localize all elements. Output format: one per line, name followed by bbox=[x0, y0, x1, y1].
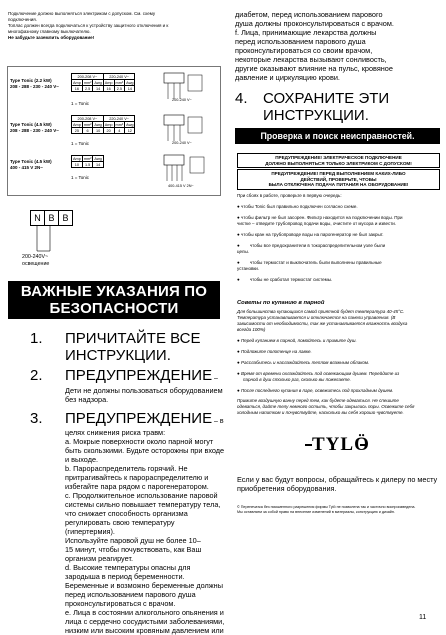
troubleshooting-header: Проверка и поиск неисправностей. bbox=[235, 128, 440, 144]
terminal-block bbox=[30, 210, 73, 226]
terminal-b1: B bbox=[45, 210, 59, 226]
voltage-3: 400-415 V 2N~ bbox=[168, 184, 194, 188]
item-2-title: ПРЕДУПРЕЖДЕНИЕ – bbox=[65, 367, 218, 384]
medical-continued: диабетом, перед использованием парового душа должны проконсультироваться с врачом. f. Лица, принимающие лекарства должны перед использованием парового душа проконсультироваться со своим врачом, некоторые лекарства вызывают сонливость, другие оказывают влияние на пульс, кровяное давление и циркуляцию крови. bbox=[235, 10, 394, 82]
tips-bullets: ● Перед купанием в парной, помойтесь и примите душ. ● Подложите полотенце на лавке. ● Расслабьтесь и наслаждайтесь теплом влажным облаком. ● Время от времени охлаждайтесь под освежающим душем. Перейдите из парной в душ столько раз, сколько вы пожелаете. ● После последнего купания в паре, освежитесь под прохладным душем. bbox=[237, 338, 400, 393]
legend-1: 1 = Tonic bbox=[71, 101, 90, 106]
legend-2: 1 = Tonic bbox=[71, 141, 90, 146]
item-3-number: 3. bbox=[30, 410, 43, 427]
terminal-b2: B bbox=[59, 210, 73, 226]
check-list bbox=[237, 204, 442, 283]
copyright-note: © Перепечатка без письменного разрешения фирмы Tylö не позволена так и частично воспроизведена. Мы оставляем за собой право на внесение изменений в материалы, конструкцию и дизайн. bbox=[237, 505, 416, 514]
item-2-text: Дети не должны пользоваться оборудованием без надзора. bbox=[65, 386, 223, 404]
check-item: ● чтобы все предохранители в токораспределительном узле были целы. bbox=[237, 243, 386, 254]
item-2-number: 2. bbox=[30, 367, 43, 384]
voltage-1: 200-240 V~ bbox=[172, 98, 192, 102]
tips-title: Советы по купанию в парной bbox=[237, 300, 325, 306]
item-1-text: ПРИЧИТАЙТЕ ВСЕ ИНСТРУКЦИИ. bbox=[65, 330, 201, 364]
wiring-diagram bbox=[7, 66, 221, 196]
terminal-wires bbox=[30, 225, 72, 255]
model-3-label: Type Tonic (4.5 kW) 400 - 415 V 2N~ bbox=[10, 159, 52, 170]
check-item: ● чтобы не сработал термостат системы. bbox=[237, 277, 333, 282]
lighting-caption: 200-240V~ освещение bbox=[22, 254, 50, 267]
check-item: ● чтобы фильтр не был засорен. Фильтр находится на подключении воды. При чистке – отведите трубопровод подачи воды, очистите от мусора и извести. bbox=[237, 215, 403, 226]
tips-intro: Для большинства купающихся самой приятной будет температура 40-45°С. Температура устанавливается и отключается на панели управления. (В зависимости от необходимости, так же устанавливается влажность воздуха всегда 100%) bbox=[237, 309, 408, 332]
check-item: ● чтобы кран на трубопроводе воды на парогенератор не был закрыт. bbox=[237, 232, 384, 237]
page-number: 11 bbox=[419, 614, 427, 621]
wiring-table-3: Amp mm² Awg 10 1.5 14 bbox=[73, 156, 102, 167]
item-4-text: СОХРАНИТЕ ЭТИ ИНСТРУКЦИИ. bbox=[263, 90, 390, 124]
check-item: ● чтобы термостат и выключатель были выполнены правильные установки. bbox=[237, 260, 382, 271]
schematic-3 bbox=[148, 151, 218, 187]
legend-3: 1 = Tonic bbox=[71, 175, 90, 180]
intro-text: Подключение должно выполняться электриком с допуском. См. схему подключения. Топлас должен всегда подключаться к устройству защитного отключения и к многофазному главному выключателю. Не забудьте заземлить оборудование! bbox=[8, 11, 169, 40]
item-4-number: 4. bbox=[235, 90, 248, 107]
voltage-2: 200-240 V~ bbox=[172, 141, 192, 145]
model-2-label: Type Tonic (4.5 kW) 208 - 288 - 230 - 240 V~ bbox=[10, 122, 59, 133]
warning-power-off: ПРЕДУПРЕЖДЕНИЕ! ПЕРЕД ВЫПОЛНЕНИЕМ КАКИХ-ЛИБО ДЕЙСТВИЙ, ПРОВЕРЬТЕ, ЧТОБЫ БЫЛА ОТКЛЮЧЕНА ПОДАЧА ПИТАНИЯ НА ОБОРУДОВАНИЕ! bbox=[237, 169, 440, 190]
safety-header: ВАЖНЫЕ УКАЗАНИЯ ПО БЕЗОПАСНОСТИ bbox=[8, 281, 220, 319]
tylo-logo: TYLÖ bbox=[305, 432, 367, 458]
wiring-table-2: 200-208 V~ 220-240 V~ Amp mm² Awg Amp mm² Awg 25 6 10 20 4 12 bbox=[73, 116, 134, 133]
model-1-label: Type Tonic (2.2 kW) 208 - 288 - 230 - 240 V~ bbox=[10, 78, 59, 89]
warning-electric: ПРЕДУПРЕЖДЕНИЕ! ЭЛЕКТРИЧЕСКОЕ ПОДКЛЮЧЕНИЕ ДОЛЖНО ВЫПОЛНЯТЬСЯ ТОЛЬКО ЭЛЕКТРИКОМ С ДОПУСКОМ! bbox=[237, 153, 440, 168]
contact-text: Если у вас будут вопросы, обращайтесь к дилеру по месту приобретения оборудования. bbox=[237, 475, 438, 493]
check-intro: При сбоях в работе, проверьте в первую очередь: bbox=[237, 193, 342, 198]
wiring-table-1: 200-208 V~ 220-240 V~ Amp mm² Awg Amp mm² Awg 16 2.5 14 16 2.5 14 bbox=[73, 74, 134, 91]
item-3-title: ПРЕДУПРЕЖДЕНИЕ – в bbox=[65, 410, 224, 427]
item-1-number: 1. bbox=[30, 330, 43, 347]
item-3-text: целях снижения риска травм: а. Мокрые поверхности около парной могут быть скользкими. Будьте осторожны при входе и выходе. b. Парораспределитель горячий. Не притрагивайтесь к парораспределителю и избегайте пара рядом с парогенератором. c. Продолжительное использование паровой системы сильно повышает температуру тела, что снижает способность организма регулировать свою температуру (гипертермия). Используйте паровой душ не более 10– 15 минут, чтобы почувствовать, как Ваш организм реагирует. d. Высокие температуры опасны для зародыша в период беременности. Беременные и возможно беременные должны перед использованием парового душа проконсультироваться с врачом. е. Лица в состоянии алкогольного опьянения и лица с сердечно сосудистыми заболеваниями, низким или высоким кровяным давлением или bbox=[65, 428, 225, 635]
check-item: ● чтобы Tonic был правильно подключен согласно схеме. bbox=[237, 204, 358, 209]
terminal-n: N bbox=[30, 210, 45, 226]
tips-closing: Примите воздушную ванну перед тем, как будете одеваться. Не спешите одеваться, дайте телу немного остыть, чтобы закрылись поры. Освежите себя холодным напитком и почувствуйте, насколько вы себя хорошо чувствуете. bbox=[237, 398, 415, 415]
